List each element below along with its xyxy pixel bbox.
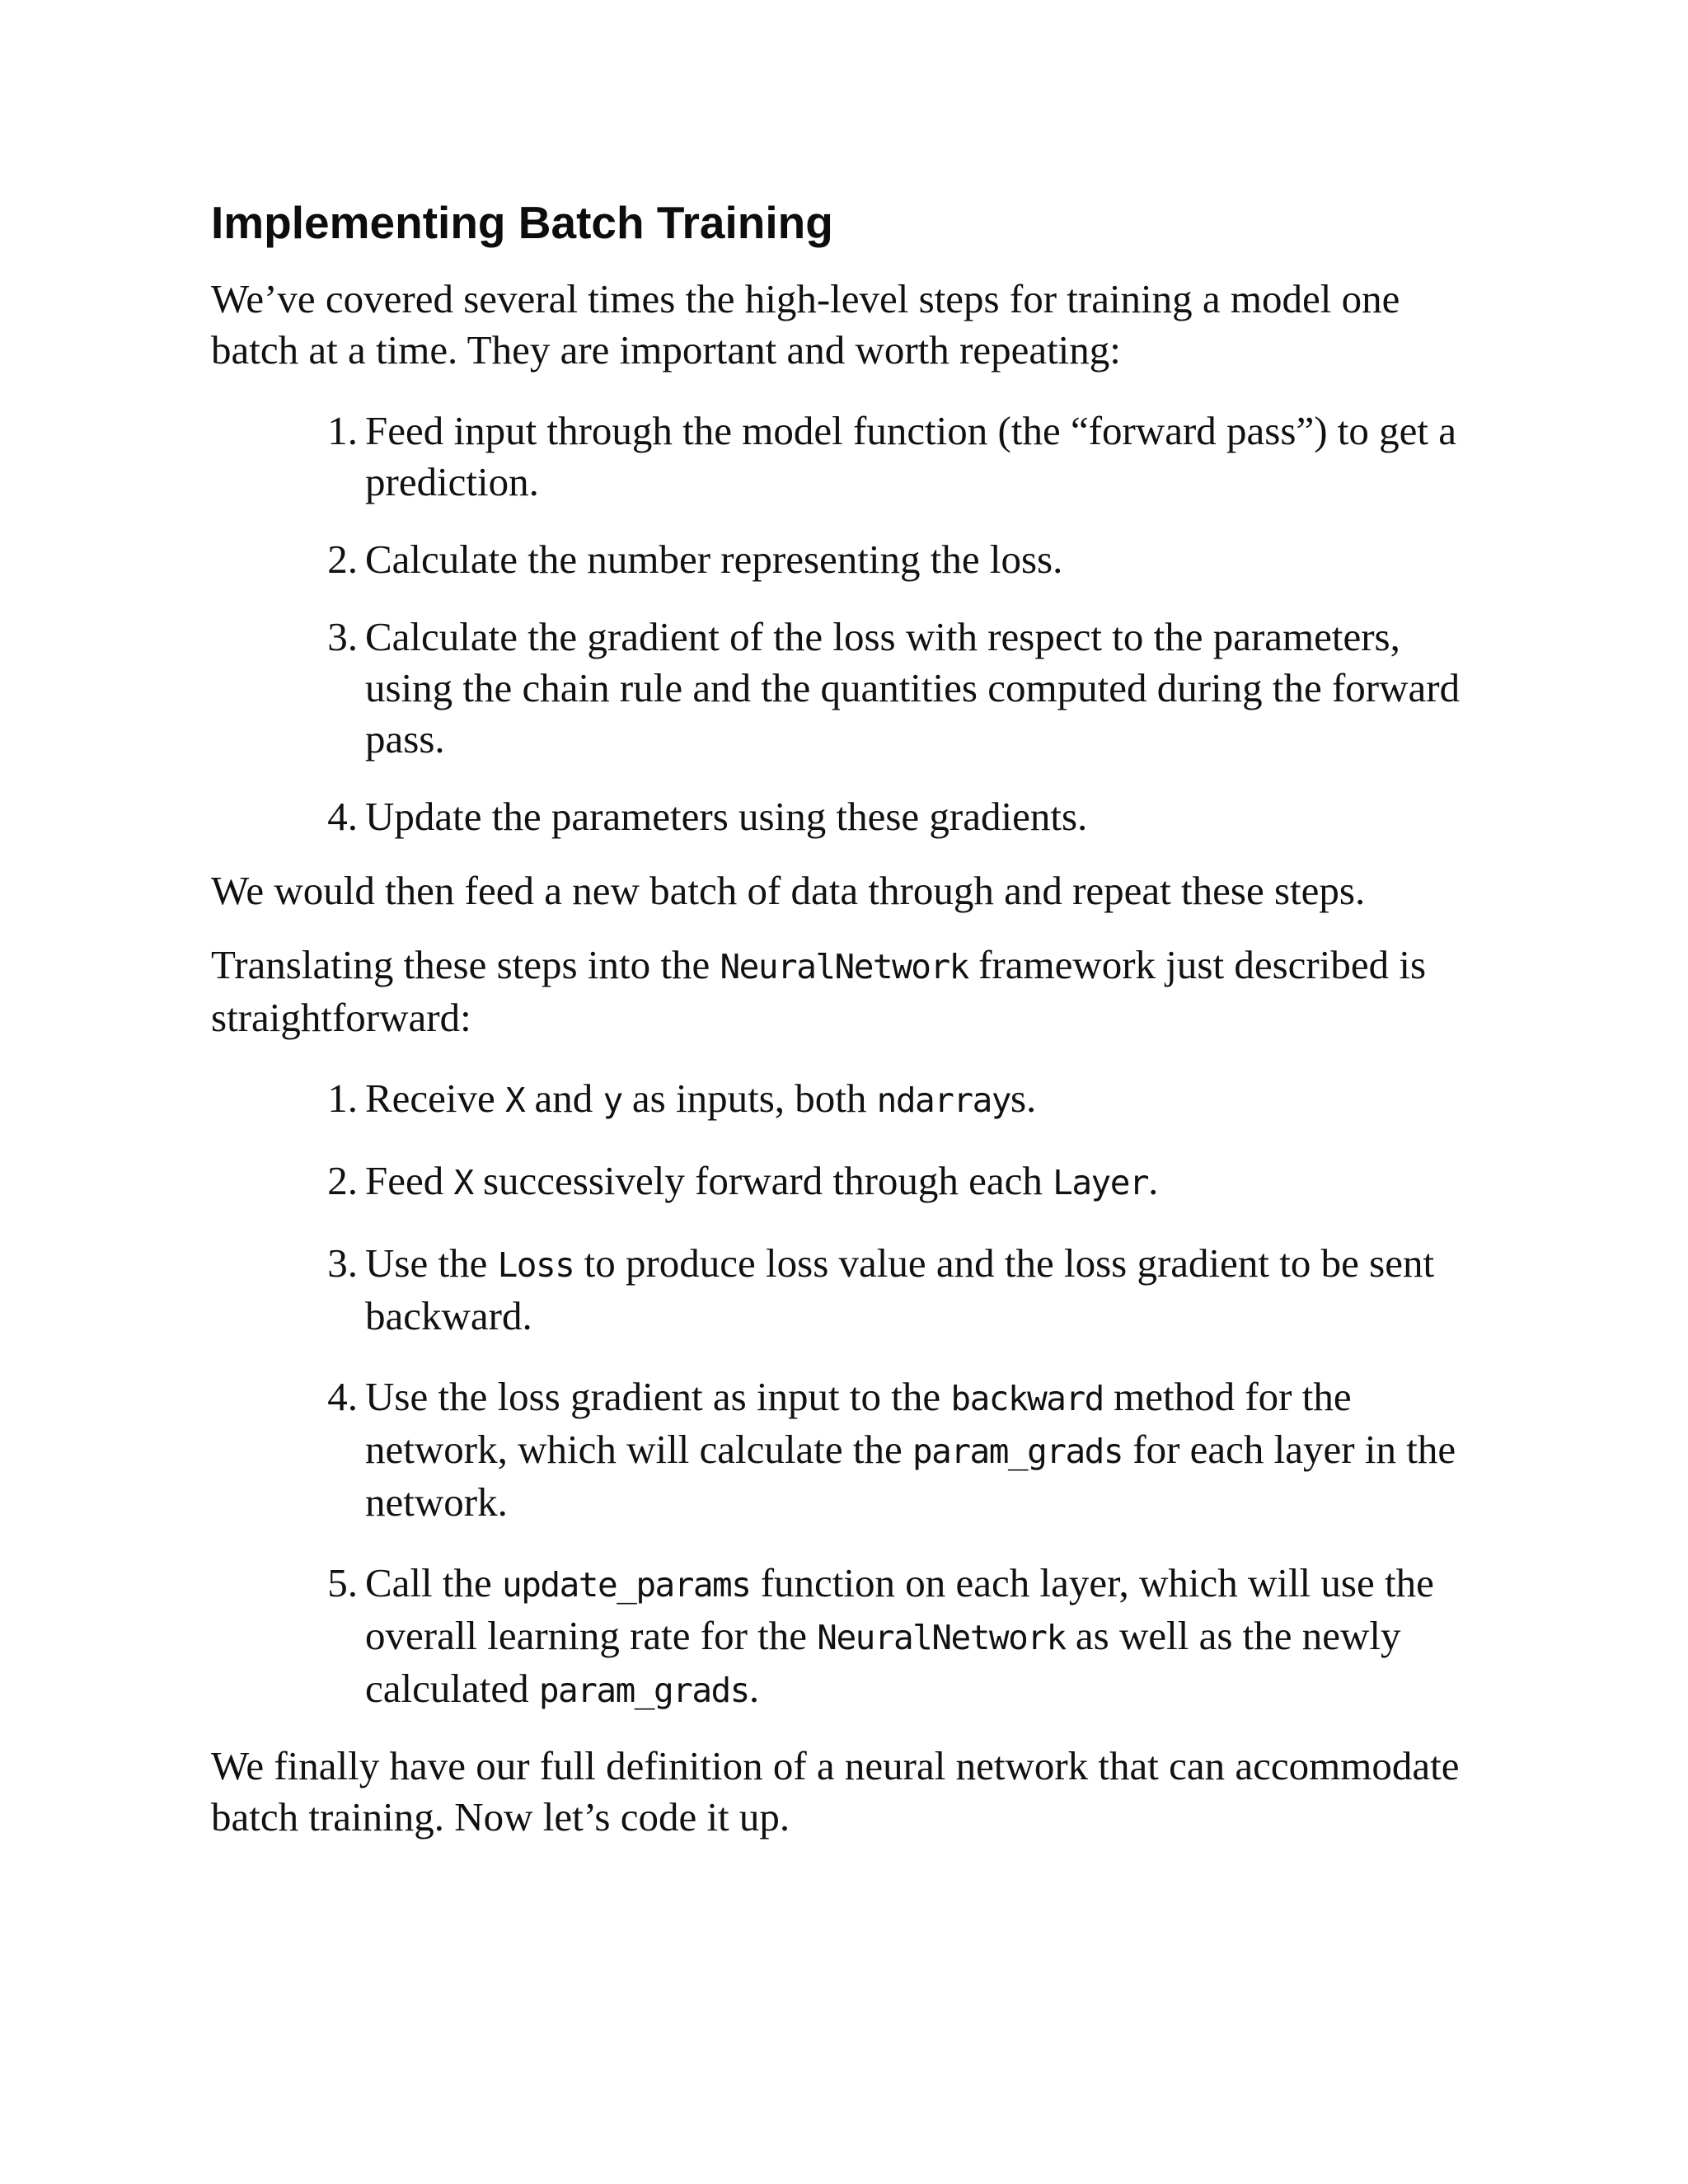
text-run: successively forward through each bbox=[472, 1158, 1053, 1203]
list-number: 1. bbox=[327, 408, 358, 453]
text-run: Feed bbox=[365, 1158, 454, 1203]
text-run: . bbox=[1148, 1158, 1159, 1203]
list-item-text bbox=[365, 1238, 1497, 1342]
list-number: 5. bbox=[327, 1560, 358, 1605]
list-item bbox=[316, 791, 1497, 842]
list-item-text bbox=[365, 1371, 1497, 1528]
list-item-text: Update the parameters using these gradients. bbox=[365, 794, 1088, 839]
list-number: 3. bbox=[327, 614, 358, 659]
list-item-text bbox=[365, 1558, 1497, 1716]
inline-code: Loss bbox=[497, 1245, 574, 1285]
list-item-text: Calculate the gradient of the loss with respect to the parameters, using the chain rule and the quantities computed during the forward pass. bbox=[365, 614, 1461, 762]
text-run: function on each layer, which will use the overall learning rate for the bbox=[365, 1560, 1434, 1658]
list-number: 4. bbox=[327, 1374, 358, 1419]
list-item-text bbox=[365, 1073, 1497, 1126]
list-item bbox=[316, 1155, 1497, 1208]
inline-code: backward bbox=[950, 1379, 1104, 1418]
list-item bbox=[316, 405, 1497, 508]
text-run: Use the loss gradient as input to the bbox=[365, 1374, 951, 1419]
repeat-paragraph: We would then feed a new batch of data through and repeat these steps. bbox=[211, 868, 1366, 913]
inline-code: Layer bbox=[1053, 1163, 1149, 1202]
document-page bbox=[211, 196, 1497, 1843]
inline-code: X bbox=[453, 1163, 473, 1202]
list-number: 1. bbox=[327, 1076, 358, 1121]
text-run: Receive bbox=[365, 1076, 506, 1121]
text-run: method for the network, which will calculate the bbox=[365, 1374, 1352, 1472]
list-item-text bbox=[365, 1155, 1497, 1208]
text-run: s. bbox=[1010, 1076, 1037, 1121]
list-number: 3. bbox=[327, 1240, 358, 1286]
text-run: as well as the newly calculated bbox=[365, 1613, 1401, 1711]
section-heading: Implementing Batch Training bbox=[211, 197, 833, 248]
list-item bbox=[316, 1238, 1497, 1342]
text-run: Translating these steps into the bbox=[211, 942, 720, 987]
inline-code: param_grads bbox=[912, 1432, 1123, 1471]
list-item bbox=[316, 1073, 1497, 1126]
inline-code: X bbox=[505, 1080, 525, 1120]
list-number: 4. bbox=[327, 794, 358, 839]
text-run: to produce loss value and the loss gradient to be sent backward. bbox=[365, 1240, 1435, 1338]
list-item bbox=[316, 612, 1497, 765]
closing-paragraph: We finally have our full definition of a neural network that can accommodate batch training. Now let’s code it up. bbox=[211, 1743, 1460, 1840]
inline-code: update_params bbox=[502, 1565, 751, 1605]
inline-code: NeuralNetwork bbox=[720, 947, 968, 987]
text-run: Use the bbox=[365, 1240, 498, 1286]
list-item bbox=[316, 1558, 1497, 1716]
list-number: 2. bbox=[327, 537, 358, 582]
inline-code: ndarray bbox=[876, 1080, 1010, 1120]
list-number: 2. bbox=[327, 1158, 358, 1203]
inline-code: y bbox=[603, 1080, 622, 1120]
text-run: Call the bbox=[365, 1560, 503, 1605]
text-run: as inputs, both bbox=[621, 1076, 877, 1121]
text-run: framework just described is straightforward: bbox=[211, 942, 1427, 1040]
list-item-text: Calculate the number representing the loss. bbox=[365, 537, 1063, 582]
inline-code: param_grads bbox=[538, 1671, 749, 1710]
text-run: and bbox=[524, 1076, 603, 1121]
nn-steps-list bbox=[211, 1073, 1497, 1716]
list-item bbox=[316, 534, 1497, 585]
list-item bbox=[316, 1371, 1497, 1528]
inline-code: NeuralNetwork bbox=[817, 1618, 1066, 1657]
general-steps-list bbox=[211, 405, 1497, 842]
text-run: . bbox=[748, 1666, 760, 1711]
text-run: for each layer in the network. bbox=[365, 1427, 1456, 1525]
translate-paragraph bbox=[211, 940, 1497, 1043]
list-item-text: Feed input through the model function (the “forward pass”) to get a prediction. bbox=[365, 408, 1456, 504]
intro-paragraph: We’ve covered several times the high-level steps for training a model one batch at a time. They are important and worth repeating: bbox=[211, 276, 1400, 373]
